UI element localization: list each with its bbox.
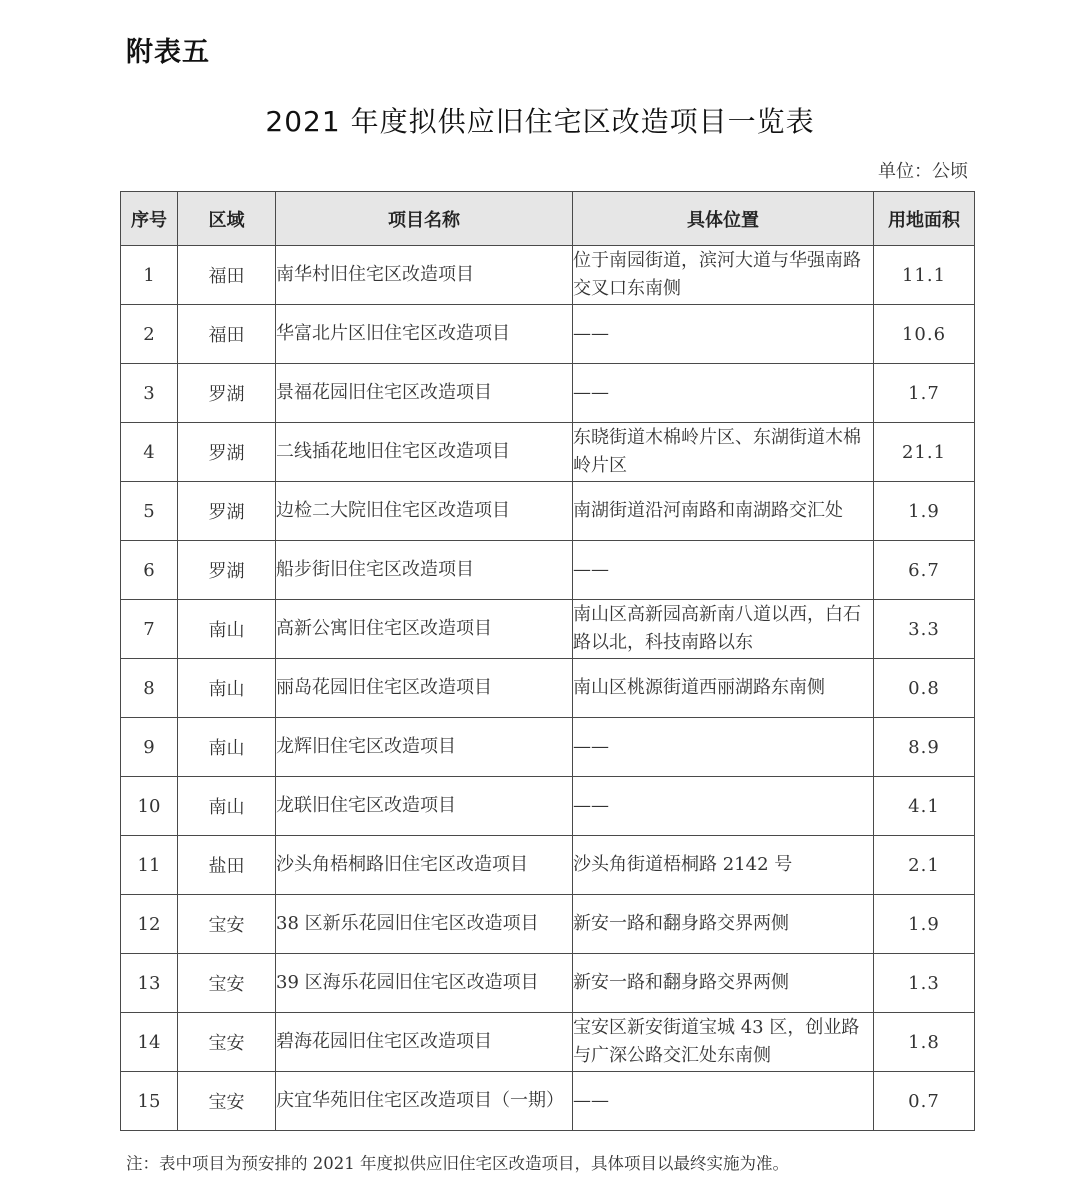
table-row: [121, 1072, 975, 1131]
cell-location: 南山区高新园高新南八道以西，白石路以北，科技南路以东: [573, 600, 874, 659]
cell-name: 龙辉旧住宅区改造项目: [276, 718, 573, 777]
cell-size: 21.1: [874, 423, 975, 482]
cell-location: ——: [573, 305, 874, 364]
table-header-row: [121, 192, 975, 246]
cell-area: 宝安: [178, 1072, 276, 1131]
cell-location: 南山区桃源街道西丽湖路东南侧: [573, 659, 874, 718]
cell-seq: 15: [121, 1072, 178, 1131]
cell-size: 1.9: [874, 482, 975, 541]
cell-area: 南山: [178, 777, 276, 836]
cell-size: 10.6: [874, 305, 975, 364]
cell-area: 福田: [178, 246, 276, 305]
cell-seq: 8: [121, 659, 178, 718]
cell-size: 3.3: [874, 600, 975, 659]
cell-location: ——: [573, 718, 874, 777]
cell-seq: 6: [121, 541, 178, 600]
unit-label: 单位：公顷: [878, 161, 968, 182]
cell-location: ——: [573, 1072, 874, 1131]
cell-name: 船步街旧住宅区改造项目: [276, 541, 573, 600]
cell-location: ——: [573, 364, 874, 423]
cell-area: 宝安: [178, 954, 276, 1013]
table-row: [121, 895, 975, 954]
cell-seq: 4: [121, 423, 178, 482]
cell-area: 福田: [178, 305, 276, 364]
table-row: [121, 482, 975, 541]
cell-seq: 9: [121, 718, 178, 777]
cell-location: ——: [573, 777, 874, 836]
cell-area: 南山: [178, 600, 276, 659]
cell-area: 罗湖: [178, 423, 276, 482]
table-row: [121, 718, 975, 777]
table-row: [121, 954, 975, 1013]
cell-size: 8.9: [874, 718, 975, 777]
header-area: 区域: [178, 192, 276, 246]
cell-name: 丽岛花园旧住宅区改造项目: [276, 659, 573, 718]
cell-area: 宝安: [178, 1013, 276, 1072]
header-location: 具体位置: [573, 192, 874, 246]
table-row: [121, 246, 975, 305]
cell-area: 罗湖: [178, 541, 276, 600]
cell-size: 1.8: [874, 1013, 975, 1072]
cell-name: 华富北片区旧住宅区改造项目: [276, 305, 573, 364]
cell-seq: 13: [121, 954, 178, 1013]
cell-area: 南山: [178, 718, 276, 777]
table-row: [121, 836, 975, 895]
cell-location: 新安一路和翻身路交界两侧: [573, 954, 874, 1013]
cell-name: 二线插花地旧住宅区改造项目: [276, 423, 573, 482]
cell-name: 南华村旧住宅区改造项目: [276, 246, 573, 305]
cell-size: 0.7: [874, 1072, 975, 1131]
table-row: [121, 600, 975, 659]
cell-location: 沙头角街道梧桐路 2142 号: [573, 836, 874, 895]
cell-size: 6.7: [874, 541, 975, 600]
cell-seq: 12: [121, 895, 178, 954]
cell-size: 11.1: [874, 246, 975, 305]
cell-size: 0.8: [874, 659, 975, 718]
cell-name: 庆宜华苑旧住宅区改造项目（一期）: [276, 1072, 573, 1131]
cell-seq: 10: [121, 777, 178, 836]
footnote: 注：表中项目为预安排的 2021 年度拟供应旧住宅区改造项目，具体项目以最终实施为准。: [126, 1154, 789, 1173]
cell-name: 高新公寓旧住宅区改造项目: [276, 600, 573, 659]
cell-location: 南湖街道沿河南路和南湖路交汇处: [573, 482, 874, 541]
appendix-label: 附表五: [126, 37, 210, 68]
cell-name: 38 区新乐花园旧住宅区改造项目: [276, 895, 573, 954]
cell-area: 盐田: [178, 836, 276, 895]
table-row: [121, 423, 975, 482]
table-row: [121, 541, 975, 600]
table-row: [121, 659, 975, 718]
table-row: [121, 777, 975, 836]
cell-area: 南山: [178, 659, 276, 718]
header-size: 用地面积: [874, 192, 975, 246]
cell-location: 宝安区新安街道宝城 43 区，创业路与广深公路交汇处东南侧: [573, 1013, 874, 1072]
header-name: 项目名称: [276, 192, 573, 246]
cell-seq: 14: [121, 1013, 178, 1072]
cell-location: 东晓街道木棉岭片区、东湖街道木棉岭片区: [573, 423, 874, 482]
cell-name: 边检二大院旧住宅区改造项目: [276, 482, 573, 541]
cell-name: 沙头角梧桐路旧住宅区改造项目: [276, 836, 573, 895]
page-title: 2021 年度拟供应旧住宅区改造项目一览表: [265, 105, 815, 138]
cell-area: 罗湖: [178, 482, 276, 541]
cell-location: ——: [573, 541, 874, 600]
cell-seq: 2: [121, 305, 178, 364]
table-row: [121, 364, 975, 423]
cell-seq: 7: [121, 600, 178, 659]
cell-name: 景福花园旧住宅区改造项目: [276, 364, 573, 423]
cell-seq: 5: [121, 482, 178, 541]
cell-size: 1.7: [874, 364, 975, 423]
cell-area: 罗湖: [178, 364, 276, 423]
cell-seq: 11: [121, 836, 178, 895]
cell-name: 碧海花园旧住宅区改造项目: [276, 1013, 573, 1072]
cell-seq: 1: [121, 246, 178, 305]
cell-seq: 3: [121, 364, 178, 423]
cell-size: 2.1: [874, 836, 975, 895]
projects-table: [120, 191, 975, 1131]
cell-size: 4.1: [874, 777, 975, 836]
cell-area: 宝安: [178, 895, 276, 954]
header-seq: 序号: [121, 192, 178, 246]
table-row: [121, 1013, 975, 1072]
cell-size: 1.9: [874, 895, 975, 954]
cell-name: 39 区海乐花园旧住宅区改造项目: [276, 954, 573, 1013]
cell-size: 1.3: [874, 954, 975, 1013]
cell-name: 龙联旧住宅区改造项目: [276, 777, 573, 836]
table-row: [121, 305, 975, 364]
cell-location: 新安一路和翻身路交界两侧: [573, 895, 874, 954]
cell-location: 位于南园街道，滨河大道与华强南路交叉口东南侧: [573, 246, 874, 305]
